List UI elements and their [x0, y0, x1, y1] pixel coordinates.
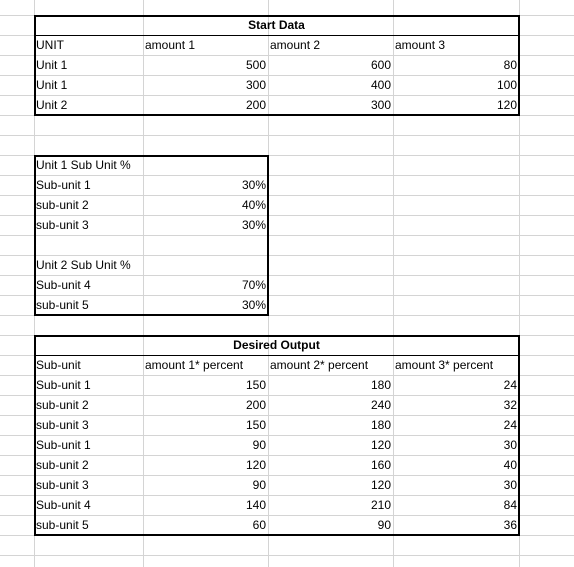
- unit1-subunit-percent[interactable]: 30%: [241, 178, 266, 192]
- desired-output-cell[interactable]: 30: [503, 438, 517, 452]
- desired-output-cell[interactable]: 36: [503, 518, 517, 532]
- unit1-subunit-percent[interactable]: 40%: [241, 198, 266, 212]
- desired-output-cell[interactable]: 160: [370, 458, 391, 472]
- unit2-subunit-name[interactable]: Sub-unit 4: [36, 278, 91, 292]
- desired-output-title[interactable]: Desired Output: [233, 338, 320, 352]
- start-data-header[interactable]: amount 2: [270, 38, 321, 52]
- start-data-title[interactable]: Start Data: [248, 18, 305, 32]
- desired-output-cell[interactable]: 60: [252, 518, 266, 532]
- unit1-subunit-name[interactable]: Sub-unit 1: [36, 178, 91, 192]
- start-data-header[interactable]: UNIT: [36, 38, 64, 52]
- desired-output-cell[interactable]: Sub-unit 1: [36, 438, 91, 452]
- unit2-subunit-title[interactable]: Unit 2 Sub Unit %: [36, 258, 131, 272]
- desired-output-cell[interactable]: 120: [370, 478, 391, 492]
- desired-output-cell[interactable]: 180: [370, 418, 391, 432]
- start-data-title-divider: [34, 35, 519, 36]
- desired-output-header[interactable]: amount 1* percent: [145, 358, 244, 372]
- start-data-cell[interactable]: 80: [503, 58, 517, 72]
- desired-output-cell[interactable]: sub-unit 3: [36, 478, 89, 492]
- start-data-header[interactable]: amount 3: [395, 38, 446, 52]
- start-data-cell[interactable]: 200: [245, 98, 266, 112]
- desired-output-cell[interactable]: 120: [245, 458, 266, 472]
- desired-output-cell[interactable]: 150: [245, 378, 266, 392]
- desired-output-cell[interactable]: sub-unit 5: [36, 518, 89, 532]
- start-data-cell[interactable]: 300: [370, 98, 391, 112]
- unit2-subunit-percent[interactable]: 70%: [241, 278, 266, 292]
- start-data-cell[interactable]: 500: [245, 58, 266, 72]
- start-data-cell[interactable]: Unit 1: [36, 58, 68, 72]
- desired-output-cell[interactable]: sub-unit 2: [36, 458, 89, 472]
- start-data-cell[interactable]: 100: [496, 78, 517, 92]
- start-data-cell[interactable]: 400: [370, 78, 391, 92]
- desired-output-cell[interactable]: 210: [370, 498, 391, 512]
- desired-output-cell[interactable]: 180: [370, 378, 391, 392]
- desired-output-header[interactable]: amount 3* percent: [395, 358, 494, 372]
- desired-output-cell[interactable]: 90: [252, 478, 266, 492]
- desired-output-cell[interactable]: 90: [377, 518, 391, 532]
- unit2-subunit-percent[interactable]: 30%: [241, 298, 266, 312]
- unit2-subunit-name[interactable]: sub-unit 5: [36, 298, 89, 312]
- unit1-subunit-title[interactable]: Unit 1 Sub Unit %: [36, 158, 131, 172]
- desired-output-cell[interactable]: 40: [503, 458, 517, 472]
- desired-output-cell[interactable]: sub-unit 2: [36, 398, 89, 412]
- desired-output-cell[interactable]: Sub-unit 1: [36, 378, 91, 392]
- start-data-cell[interactable]: Unit 1: [36, 78, 68, 92]
- unit1-subunit-percent[interactable]: 30%: [241, 218, 266, 232]
- desired-output-cell[interactable]: 120: [370, 438, 391, 452]
- desired-output-header[interactable]: Sub-unit: [36, 358, 81, 372]
- desired-output-cell[interactable]: 30: [503, 478, 517, 492]
- desired-output-cell[interactable]: Sub-unit 4: [36, 498, 91, 512]
- start-data-cell[interactable]: 600: [370, 58, 391, 72]
- desired-output-cell[interactable]: 140: [245, 498, 266, 512]
- desired-output-cell[interactable]: 32: [503, 398, 517, 412]
- start-data-cell[interactable]: Unit 2: [36, 98, 68, 112]
- desired-output-cell[interactable]: 240: [370, 398, 391, 412]
- desired-output-title-divider: [34, 355, 519, 356]
- unit1-subunit-name[interactable]: sub-unit 3: [36, 218, 89, 232]
- start-data-header[interactable]: amount 1: [145, 38, 196, 52]
- desired-output-cell[interactable]: 200: [245, 398, 266, 412]
- desired-output-cell[interactable]: 24: [503, 378, 517, 392]
- desired-output-cell[interactable]: 150: [245, 418, 266, 432]
- unit1-subunit-name[interactable]: sub-unit 2: [36, 198, 89, 212]
- desired-output-header[interactable]: amount 2* percent: [270, 358, 369, 372]
- desired-output-cell[interactable]: 84: [503, 498, 517, 512]
- desired-output-cell[interactable]: 90: [252, 438, 266, 452]
- start-data-cell[interactable]: 120: [496, 98, 517, 112]
- desired-output-cell[interactable]: sub-unit 3: [36, 418, 89, 432]
- desired-output-cell[interactable]: 24: [503, 418, 517, 432]
- start-data-cell[interactable]: 300: [245, 78, 266, 92]
